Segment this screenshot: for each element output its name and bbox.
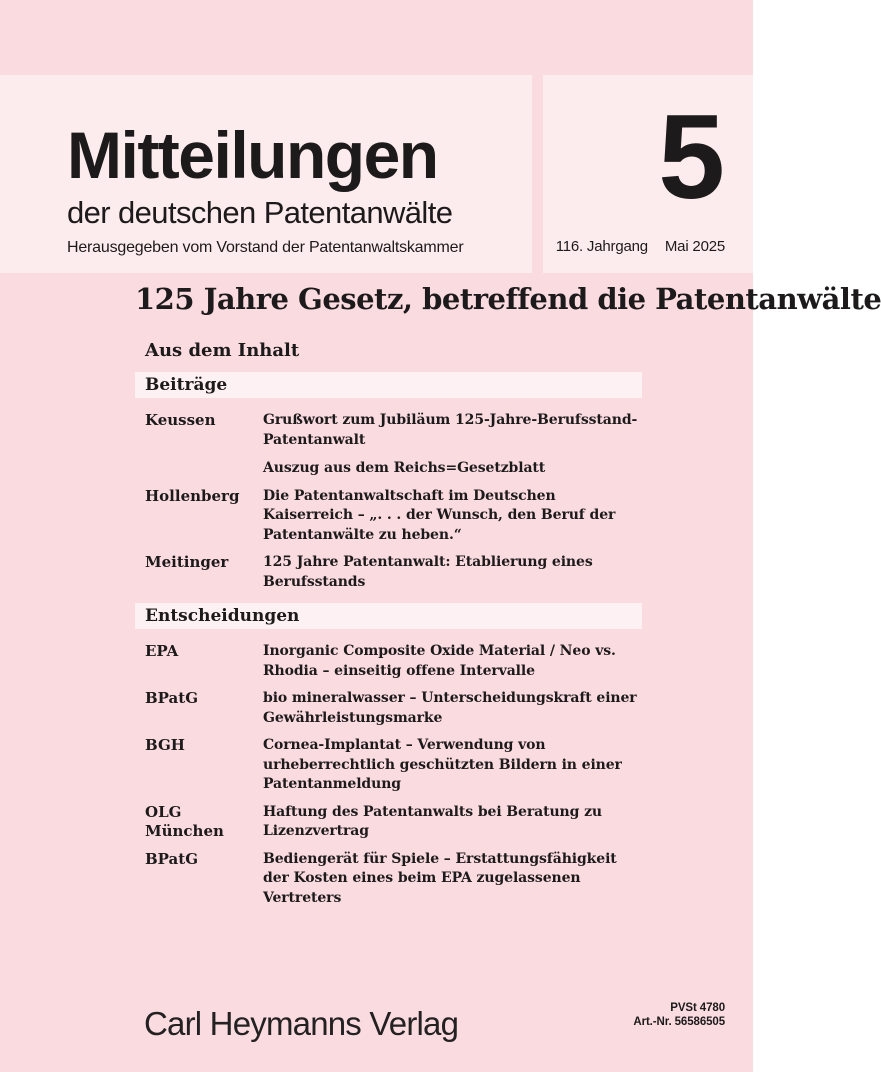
- contents-label: Aus dem Inhalt: [145, 340, 300, 361]
- issue-panel: [543, 75, 753, 273]
- entry-titles: [263, 553, 642, 592]
- section-entries-beitraege: [135, 411, 642, 592]
- journal-title: Mitteilungen: [67, 118, 438, 192]
- cover-headline: 125 Jahre Gesetz, betreffend die Patentanwälte: [135, 282, 881, 316]
- issue-number: 5: [658, 90, 723, 224]
- article-number: Art.-Nr. 56586505: [633, 1016, 725, 1028]
- journal-subtitle: der deutschen Patentanwälte: [67, 195, 453, 230]
- entry-titles: [263, 411, 642, 479]
- entry-row: [145, 487, 642, 546]
- entry-titles: [263, 850, 642, 909]
- entry-court: BPatG: [145, 689, 199, 707]
- entry-court: BPatG: [145, 849, 199, 868]
- postal-code: PVSt 4780: [670, 1002, 725, 1014]
- entry-title-text: 125 Jahre Patentanwalt: Etablierung eines Berufsstands: [263, 554, 593, 590]
- entry-court: BGH: [145, 736, 185, 754]
- issue-month: Mai 2025: [664, 238, 725, 255]
- cover-contents: [135, 278, 881, 916]
- publisher-imprint: Carl Heymanns Verlag: [144, 1005, 459, 1042]
- publisher-line: Herausgegeben vom Vorstand der Patentanwaltskammer: [67, 239, 464, 256]
- section-entries-entscheidungen: [135, 642, 642, 908]
- masthead-panel: [0, 75, 532, 273]
- section-title-beitraege: Beiträge: [135, 372, 642, 398]
- entry-row: [145, 689, 642, 728]
- entry-author: Hollenberg: [145, 486, 240, 505]
- entry-court: EPA: [145, 642, 179, 660]
- entry-row: [145, 803, 642, 842]
- section-title-entscheidungen: Entscheidungen: [135, 603, 642, 629]
- issue-meta: [556, 238, 725, 256]
- entry-title-text: Die Patentanwaltschaft im Deutschen Kaiserreich – „. . . der Wunsch, den Beruf der Patentanwälte zu heben.“: [263, 487, 616, 543]
- entry-row: [145, 850, 642, 909]
- entry-title-text: Inorganic Composite Oxide Material / Neo vs. Rhodia – einseitig offene Intervalle: [263, 643, 616, 679]
- entry-row: [145, 642, 642, 681]
- entry-title-text: Bediengerät für Spiele – Erstattungsfähigkeit der Kosten eines beim EPA zugelassenen Vertreters: [263, 850, 617, 906]
- entry-row: [145, 411, 642, 479]
- entry-titles: [263, 689, 642, 728]
- entry-court: OLG München: [145, 802, 224, 840]
- entry-row: [145, 736, 642, 795]
- entry-titles: [263, 736, 642, 795]
- entry-title-text: Auszug aus dem Reichs=Gesetzblatt: [263, 460, 546, 476]
- entry-titles: [263, 642, 642, 681]
- entry-title-text: Haftung des Patentanwalts bei Beratung zu Lizenzvertrag: [263, 803, 603, 839]
- entry-titles: [263, 803, 642, 842]
- volume-label: 116. Jahrgang: [555, 238, 648, 255]
- postal-and-article-codes: [633, 1001, 725, 1029]
- entry-author: Keussen: [145, 411, 216, 429]
- entry-author: Meitinger: [145, 553, 229, 571]
- entry-title-text: Grußwort zum Jubiläum 125-Jahre-Berufsstand-Patentanwalt: [263, 412, 638, 448]
- entry-title-text: Cornea-Implantat – Verwendung von urheberrechtlich geschützten Bildern in einer Patentanmeldung: [263, 737, 622, 792]
- entry-row: [145, 553, 642, 592]
- entry-title-text: bio mineralwasser – Unterscheidungskraft einer Gewährleistungsmarke: [263, 690, 637, 726]
- entry-titles: [263, 487, 642, 546]
